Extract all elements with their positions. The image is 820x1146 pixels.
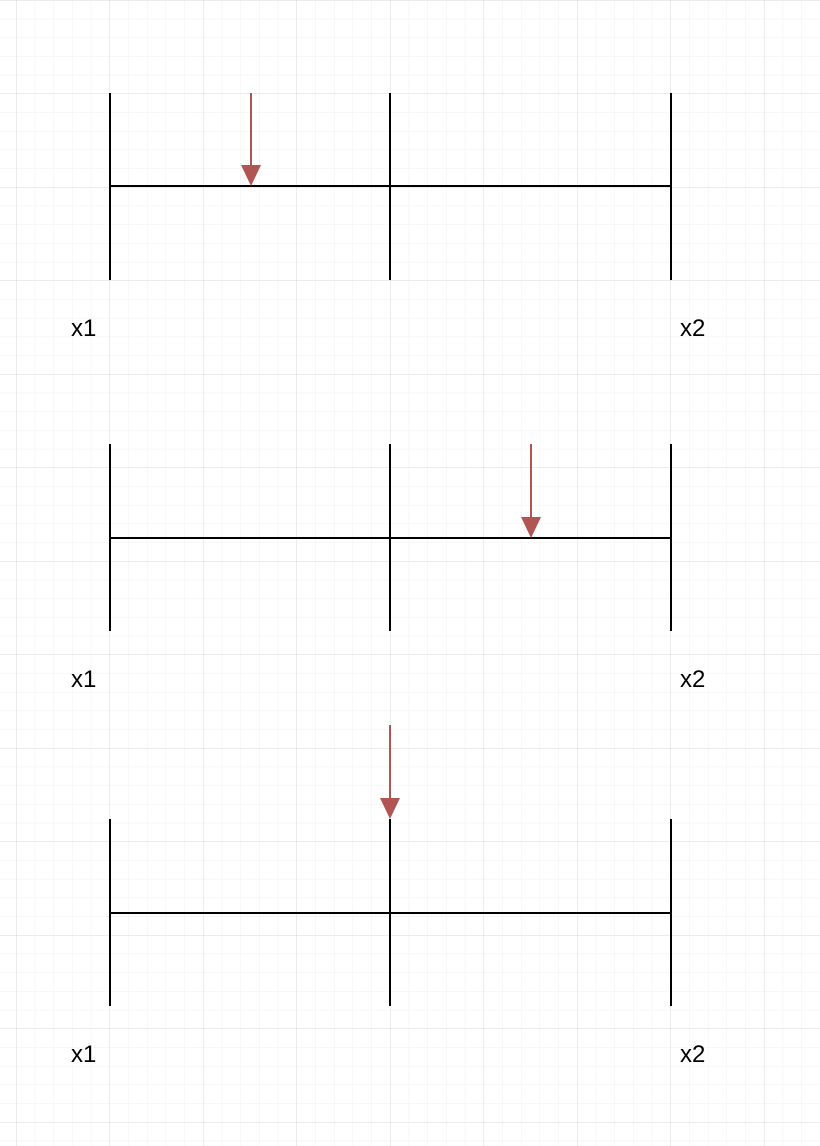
x2-label: x2	[680, 1041, 706, 1068]
x1-label: x1	[71, 1041, 97, 1068]
x2-label: x2	[680, 315, 706, 342]
x1-label: x1	[71, 666, 97, 693]
x2-label: x2	[680, 666, 706, 693]
x1-label: x1	[71, 315, 97, 342]
